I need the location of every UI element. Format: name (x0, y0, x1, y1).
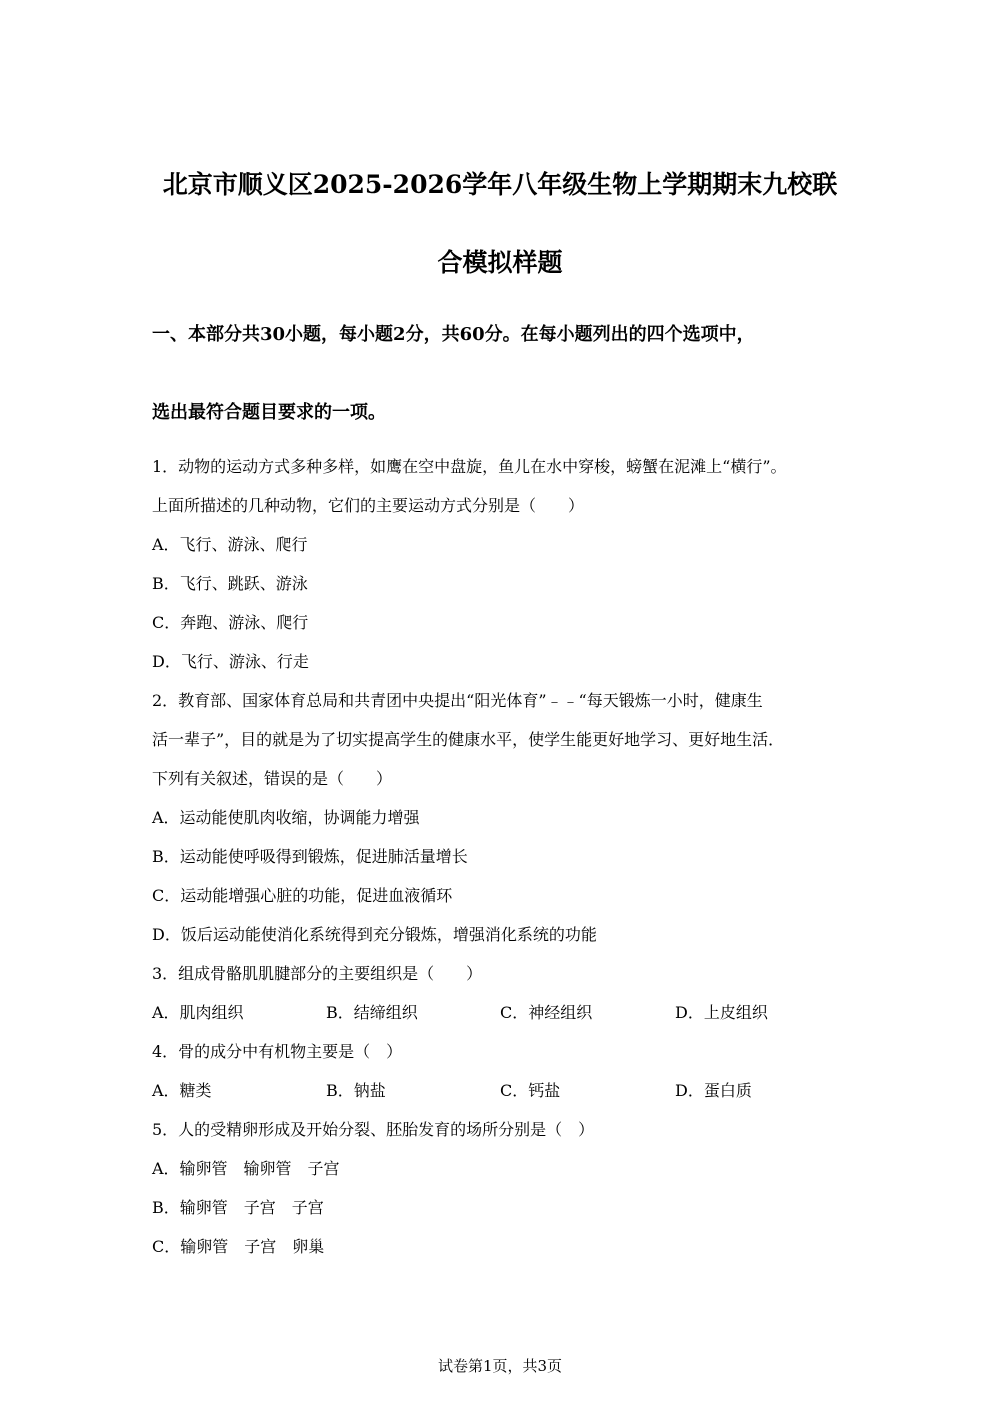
question-1-option-a: A．飞行、游泳、爬行 (152, 535, 308, 554)
question-3-option-c: C．神经组织 (500, 1003, 593, 1022)
document-title-line-1: 北京市顺义区2025-2026学年八年级生物上学期期末九校联 (162, 170, 838, 199)
question-1-stem-line-2: 上面所描述的几种动物，它们的主要运动方式分别是（ ） (152, 496, 585, 515)
question-4-stem: 4．骨的成分中有机物主要是（ ） (152, 1042, 403, 1061)
question-4-option-a: A．糖类 (152, 1081, 212, 1100)
question-3-option-b: B．结缔组织 (326, 1003, 418, 1022)
section-heading-line-1: 一、本部分共30小题，每小题2分，共60分。在每小题列出的四个选项中， (152, 324, 755, 345)
document-title-line-2: 合模拟样题 (437, 248, 563, 277)
question-2-stem-line-1: 2．教育部、国家体育总局和共青团中央提出“阳光体育”﹣﹣“每天锻炼一小时，健康生 (152, 691, 763, 710)
question-3-stem: 3．组成骨骼肌肌腱部分的主要组织是（ ） (152, 964, 483, 983)
question-2-stem-line-2: 活一辈子”，目的就是为了切实提高学生的健康水平，使学生能更好地学习、更好地生活． (152, 730, 785, 749)
question-5-option-b: B．输卵管 子宫 子宫 (152, 1198, 324, 1217)
page-footer: 试卷第1页，共3页 (437, 1357, 563, 1375)
question-2-option-a: A．运动能使肌肉收缩，协调能力增强 (152, 808, 420, 827)
question-3-option-d: D．上皮组织 (675, 1003, 768, 1022)
question-1-stem-line-1: 1．动物的运动方式多种多样，如鹰在空中盘旋，鱼儿在水中穿梭，螃蟹在泥滩上“横行”。 (152, 457, 787, 476)
question-1-option-c: C．奔跑、游泳、爬行 (152, 613, 309, 632)
question-2-option-d: D．饭后运动能使消化系统得到充分锻炼，增强消化系统的功能 (152, 925, 597, 944)
question-2-option-b: B．运动能使呼吸得到锻炼，促进肺活量增长 (152, 847, 468, 866)
question-4-option-b: B．钠盐 (326, 1081, 386, 1100)
question-5-stem: 5．人的受精卵形成及开始分裂、胚胎发育的场所分别是（ ） (152, 1120, 595, 1139)
question-4-option-d: D．蛋白质 (675, 1081, 752, 1100)
question-4-option-c: C．钙盐 (500, 1081, 561, 1100)
question-3-option-a: A．肌肉组织 (152, 1003, 244, 1022)
question-5-option-a: A．输卵管 输卵管 子宫 (152, 1159, 340, 1178)
question-5-option-c: C．输卵管 子宫 卵巢 (152, 1237, 325, 1256)
question-2-option-c: C．运动能增强心脏的功能，促进血液循环 (152, 886, 453, 905)
question-1-option-b: B．飞行、跳跃、游泳 (152, 574, 308, 593)
question-2-stem-line-3: 下列有关叙述，错误的是（ ） (152, 769, 393, 788)
question-1-option-d: D．飞行、游泳、行走 (152, 652, 309, 671)
section-heading-line-2: 选出最符合题目要求的一项。 (152, 402, 386, 423)
